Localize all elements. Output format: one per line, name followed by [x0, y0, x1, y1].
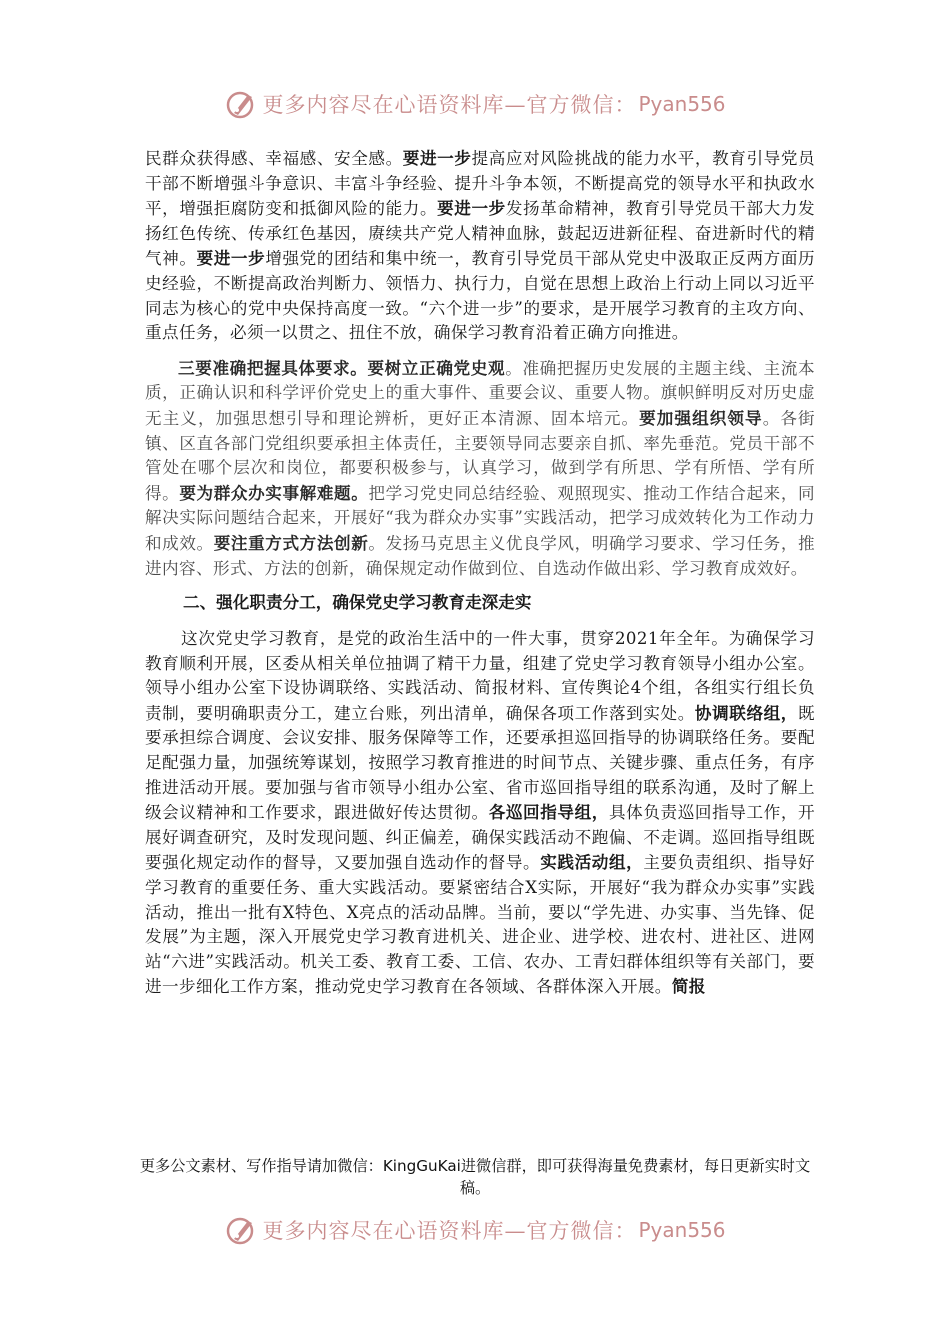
bold-run: 要为群众办实事解难题。 [179, 482, 369, 503]
bold-run: 要加强组织领导 [639, 407, 763, 428]
bold-run: 协调联络组， [694, 702, 798, 723]
text-run: 把学习党史同总结经验、观照现实、推动工作结合起来，同解决实际问题结合起来，开展好“我为群众办实事”实践活动，把学习成效转化为工作动力和成效。 [145, 483, 815, 553]
paragraph-2 [145, 356, 815, 581]
pen-logo-icon [224, 87, 258, 121]
document-body [145, 146, 815, 1000]
text-run: 主要负责组织、指导好学习教育的重要任务、重大实践活动。要紧密结合X实际，开展好“我为群众办实事”实践活动，推出一批有X特色、X亮点的活动品牌。当前，要以“学先进、办实事、当先锋、促发展”为主题，深入开展党史学习教育进机关、进企业、进学校、进农村、进社区、进网站“六进”实践活动。机关工委、教育工委、工信、农办、工青妇群体组织等有关部门，要进一步细化工作方案，推动党史学习教育在各领域、各群体深入开展。 [145, 853, 815, 997]
bold-run: 实践活动组， [540, 852, 644, 873]
text-run: 。发扬马克思主义优良学风，明确学习要求、学习任务，推进内容、形式、方法的创新，确保规定动作做到位、自选动作做出彩、学习教育成效好。 [145, 533, 815, 578]
footer-note: 更多公文素材、写作指导请加微信：KingGuKai进微信群，即可获得海量免费素材，每日更新实时文稿。 [139, 1157, 811, 1197]
bold-run: 要进一步 [196, 248, 266, 269]
watermark-id: Pyan556 [638, 1218, 726, 1242]
section-heading: 二、强化职责分工，确保党史学习教育走深走实 [183, 593, 532, 613]
watermark-text: 更多内容尽在心语资料库—官方微信： [262, 93, 637, 117]
text-run: 。各街镇、区直各部门党组织要承担主体责任，主要领导同志要亲自抓、率先垂范。党员干部不管处在哪个层次和岗位，都要积极参与，认真学习，做到学有所思、学有所悟、学有所得。 [145, 408, 815, 503]
bold-run: 要进一步 [437, 198, 506, 219]
paragraph-3 [145, 627, 815, 1000]
pen-logo-icon [224, 1213, 258, 1247]
text-run: 既要承担综合调度、会议安排、服务保障等工作，还要承担巡回指导的协调联络任务。要配足配强力量，加强统筹谋划，按照学习教育推进的时间节点、关键步骤、重点任务，有序推进活动开展。要加强与省市领导小组办公室、省市巡回指导组的联系沟通，及时了解上级会议精神和工作要求，跟进做好传达贯彻。 [145, 703, 815, 823]
text-run: 这次党史学习教育，是党的政治生活中的一件大事，贯穿2021年全年。为确保学习教育顺利开展，区委从相关单位抽调了精干力量，组建了党史学习教育领导小组办公室。领导小组办公室下设协调联络、实践活动、简报材料、宣传舆论4个组，各组实行组长负责制，要明确职责分工，建立台账，列出清单，确保各项工作落到实处。 [145, 629, 815, 723]
text-run: 具体负责巡回指导工作，开展好调查研究，及时发现问题、纠正偏差，确保实践活动不跑偏、不走调。巡回指导组既要强化规定动作的督导，又要加强自选动作的督导。 [145, 803, 815, 873]
bold-run: 要进一步 [402, 148, 472, 168]
bold-run: 三要准确把握具体要求。要树立正确党史观 [178, 357, 506, 378]
text-run: 。准确把握历史发展的主题主线、主流本质，正确认识和科学评价党史上的重大事件、重要会议、重要人物。旗帜鲜明反对历史虚无主义，加强思想引导和理论辨析，更好正本清源、固本培元。 [145, 358, 815, 428]
bold-run: 各巡回指导组， [488, 802, 609, 823]
bold-run: 简报 [671, 976, 706, 997]
watermark-text: 更多内容尽在心语资料库—官方微信： [262, 1219, 637, 1243]
text-run: 增强党的团结和集中统一，教育引导党员干部从党史中汲取正反两方面历史经验，不断提高政治判断力、领悟力、执行力，自觉在思想上政治上行动上同以习近平同志为核心的党中央保持高度一致。“六个进一步”的要求，是开展学习教育的主攻方向、重点任务，必须一以贯之、扭住不放，确保学习教育沿着正确方向推进。 [145, 249, 815, 343]
text-run: 提高应对风险挑战的能力水平，教育引导党员干部不断增强斗争意识、丰富斗争经验、提升斗争本领，不断提高党的领导水平和执政水平，增强拒腐防变和抵御风险的能力。 [145, 149, 816, 219]
text-run: 发扬革命精神，教育引导党员干部大力发扬红色传统、传承红色基因，赓续共产党人精神血脉，鼓起迈进新征程、奋进新时代的精气神。 [145, 199, 815, 269]
watermark-id: Pyan556 [638, 92, 726, 116]
bold-run: 要注重方式方法创新 [213, 532, 369, 553]
text-run: 民群众获得感、幸福感、安全感。 [145, 149, 403, 168]
watermark-header [0, 84, 950, 124]
watermark-footer [0, 1210, 950, 1250]
paragraph-1 [145, 146, 815, 346]
